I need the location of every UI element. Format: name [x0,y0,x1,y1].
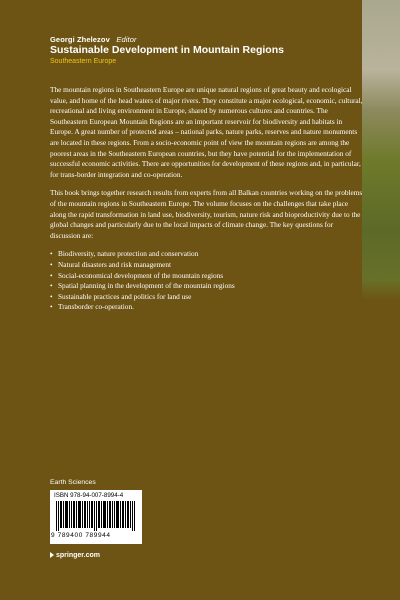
book-title: Sustainable Development in Mountain Regions [50,44,284,56]
barcode-label [50,490,142,544]
publisher-url: springer.com [56,552,100,559]
blurb-paragraph-2: This book brings together research results from experts from all Balkan countries working on the problems of the mountain regions in Southeastern Europe. The volume focuses on the challenges that take place along the rapid transformation in land use, biodiversity, tourism, nature risk and bioproductivity due to the global changes and particularly due to the local impacts of climate change. The key questions for discussion are: [50,188,363,240]
list-item: • Biodiversity, nature protection and conservation [50,249,364,260]
editor-separator [112,35,114,44]
list-item: • Spatial planning in the development of the mountain regions [50,281,364,292]
editor-role: Editor [116,35,137,44]
subject-category: Earth Sciences [50,479,96,486]
list-item: • Social-economical development of the mountain regions [50,271,364,282]
publisher-link[interactable] [50,552,100,559]
list-item: • Natural disasters and risk management [50,260,364,271]
blurb-paragraph-1: The mountain regions in Southeastern Europe are unique natural regions of great beauty and ecological value, and home of the head waters of major rivers. They constitute a major ecological, economic, cultural, recreational and living environment in Europe, shared by numerous cultures and countries. The Southeastern European Mountain Regions are an important reservoir for biodiversity and habitats in Europe. A great number of protected areas – national parks, nature parks, reserves and nature monuments are located in these regions. From a socio-economic point of view the mountain regions are among the poorest areas in the Southeastern European countries, but they have potential for the implementation of successful economic activities. There are opportunities for development of these regions and, in particular, for trans-border integration and co-operation. [50,85,363,179]
barcode-icon [56,501,136,531]
blurb [50,85,364,313]
list-item: • Sustainable practices and politics for land use [50,292,364,303]
editor-name: Georgi Zhelezov [50,35,110,44]
book-subtitle: Southeastern Europe [50,58,117,65]
arrow-right-icon [50,552,54,558]
editor-line [50,35,137,44]
list-item: • Transborder co-operation. [50,302,364,313]
key-questions-list [50,249,364,313]
barcode-number: 9 789400 789944 [51,532,111,539]
isbn-text: ISBN 978-94-007-8994-4 [54,492,124,499]
cover-lower-band [362,300,400,600]
